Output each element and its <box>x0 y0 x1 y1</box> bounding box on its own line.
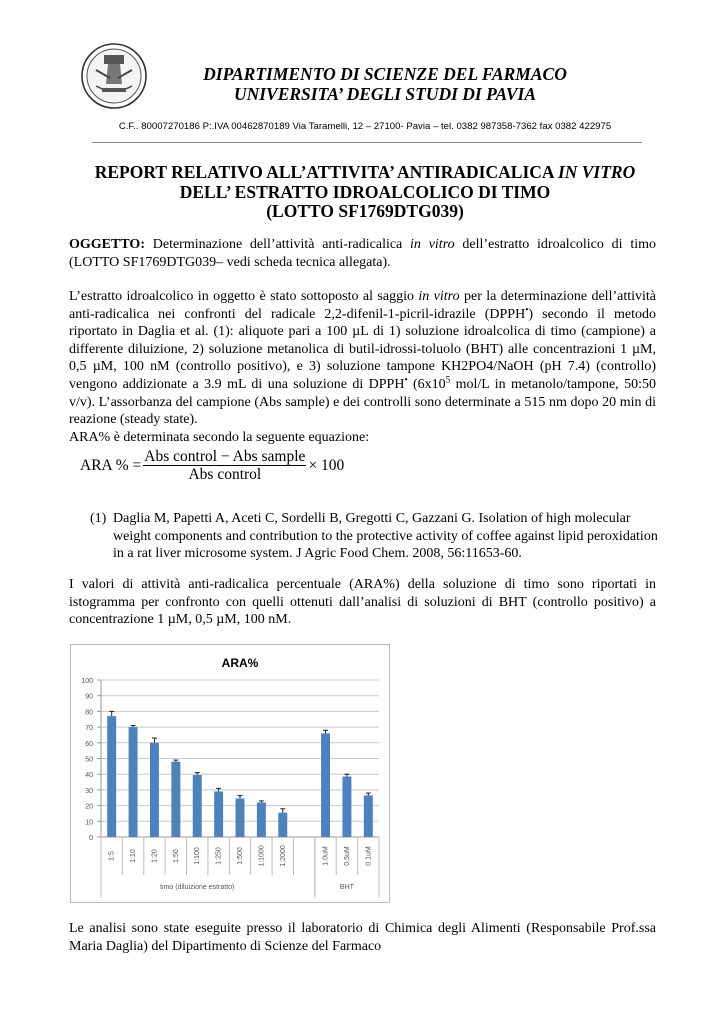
x-tick-label: 0.1uM <box>365 846 373 866</box>
y-tick-label: 80 <box>85 709 93 717</box>
bar <box>321 733 330 837</box>
title-text: REPORT RELATIVO ALL’ATTIVITA’ ANTIRADICALICA <box>94 162 558 182</box>
title-italic: IN VITRO <box>557 162 636 182</box>
bar <box>214 791 223 837</box>
ara-bar-chart <box>70 644 390 903</box>
bar <box>278 813 287 837</box>
bar <box>150 743 159 837</box>
department-name: DIPARTIMENTO DI SCIENZE DEL FARMACO <box>203 64 567 84</box>
footer-paragraph: Le analisi sono state eseguite presso il laboratorio di Chimica degli Alimenti (Responsabile Prof.ssa Maria Daglia) del Dipartimento di Scienze del Farmaco <box>69 921 656 954</box>
header-divider <box>92 142 642 143</box>
x-tick-label: 1:5 <box>108 851 116 861</box>
formula-numerator: Abs control − Abs sample <box>144 448 306 465</box>
bar <box>364 795 373 837</box>
group-label: timo (diluizione estratto) <box>160 884 235 891</box>
report-title-line1 <box>70 162 660 182</box>
x-tick-label: 1:2000 <box>279 845 287 867</box>
bar <box>236 799 245 837</box>
y-tick-label: 70 <box>85 725 93 733</box>
radical-dot: • <box>404 374 408 385</box>
formula-fraction <box>143 448 306 483</box>
subject-label: OGGETTO: <box>69 237 145 252</box>
chart-svg <box>71 645 389 902</box>
bar <box>193 775 202 837</box>
reference-item <box>90 510 658 563</box>
y-tick-label: 0 <box>89 835 93 842</box>
x-tick-label: 1:50 <box>172 849 180 863</box>
y-tick-label: 40 <box>85 772 93 780</box>
group-label: BHT <box>339 884 354 891</box>
bar <box>342 777 351 837</box>
radical-dot: • <box>525 303 529 314</box>
y-tick-label: 100 <box>81 678 93 685</box>
method-text: L’estratto idroalcolico in oggetto è stato sottoposto al saggio <box>69 289 419 304</box>
x-tick-label: 1.0uM <box>322 846 330 866</box>
y-tick-label: 10 <box>85 819 93 827</box>
method-italic: in vitro <box>418 289 460 304</box>
subject-italic: in vitro <box>410 237 455 252</box>
equation-intro: ARA% è determinata secondo la seguente equazione: <box>69 429 370 445</box>
method-paragraph <box>69 288 656 446</box>
y-tick-label: 60 <box>85 740 93 748</box>
university-name: UNIVERSITA’ DEGLI STUDI DI PAVIA <box>233 84 537 104</box>
formula-denominator: Abs control <box>188 466 262 483</box>
bar <box>129 727 138 837</box>
subject-paragraph <box>69 236 656 271</box>
y-tick-label: 50 <box>85 756 93 764</box>
x-tick-label: 1:500 <box>237 847 244 865</box>
x-tick-label: 1:250 <box>215 847 223 865</box>
chart-title: ARA% <box>221 656 259 670</box>
subject-text: Determinazione dell’attività anti-radicalica <box>144 237 411 252</box>
exponent: 5 <box>445 374 451 385</box>
y-tick-label: 30 <box>85 787 93 795</box>
report-title-line2: DELL’ ESTRATTO IDROALCOLICO DI TIMO <box>179 182 551 202</box>
bar <box>171 762 180 837</box>
x-tick-label: 1:1000 <box>258 845 266 867</box>
formula-factor: × 100 <box>308 456 345 474</box>
contact-line: C.F.. 80007270186 P:.IVA 00462870189 Via Taramelli, 12 – 27100- Pavia – tel. 0382 987358-7362 fax 0382 422975 <box>118 121 612 132</box>
subject-text-end: dell’estratto idroalcolico di timo (LOTTO SF1769DTG039– vedi scheda tecnica allegata). <box>69 237 656 270</box>
method-text: ) secondo il metodo riportato in Daglia et al. (1): aliquote pari a 100 µL di 1) soluzione idroalcolica di timo (campione) a differente diluizione, 2) soluzione metanolica di butil-idrossi-toluolo (BHT) alle concentrazioni 1 µM, 0,5 µM, 100 nM (controllo positivo), e 3) soluzione tampone KH2PO4/NaOH (pH 7.4) (controllo) vengono addizionate a 3.9 mL di una soluzione di DPPH <box>69 306 656 392</box>
reference-number: (1) <box>90 511 107 526</box>
x-tick-label: 1:20 <box>151 849 159 863</box>
formula-lhs: ARA % = <box>80 456 142 474</box>
x-tick-label: 1:10 <box>130 849 138 863</box>
method-text: mol/L in metanolo/tampone, 50:50 v/v). L’assorbanza del campione (Abs sample) e dei controlli sono determinate a 515 nm dopo 20 min di reazione (steady state). <box>69 376 656 428</box>
reference-text: Daglia M, Papetti A, Aceti C, Sordelli B, Gregotti C, Gazzani G. Isolation of high molecular weight components and contribution to the protective activity of coffee against lipid peroxidation in a rat liver microsome system. J Agric Food Chem. 2008, 56:11653-60. <box>113 511 658 562</box>
y-tick-label: 90 <box>85 693 93 701</box>
results-paragraph: I valori di attività anti-radicalica percentuale (ARA%) della soluzione di timo sono riportati in istogramma per confronto con quelli ottenuti dall’analisi di soluzioni di BHT (controllo positivo) a concentrazione 1 µM, 0,5 µM, 100 nM. <box>69 577 656 628</box>
ara-formula <box>80 448 344 483</box>
y-tick-label: 20 <box>85 803 93 811</box>
report-title-line3: (LOTTO SF1769DTG039) <box>266 201 464 221</box>
x-tick-label: 1:100 <box>194 847 202 865</box>
bar <box>257 802 266 837</box>
x-tick-label: 0.5uM <box>343 846 351 866</box>
method-text: per la determinazione dell’attività anti-radicalica nei confronti del radicale 2,2-difenil-1-picril-idrazile (DPPH <box>69 289 656 322</box>
method-text: (6x10 <box>407 376 446 392</box>
university-seal-icon <box>80 42 148 110</box>
bar <box>107 716 116 837</box>
